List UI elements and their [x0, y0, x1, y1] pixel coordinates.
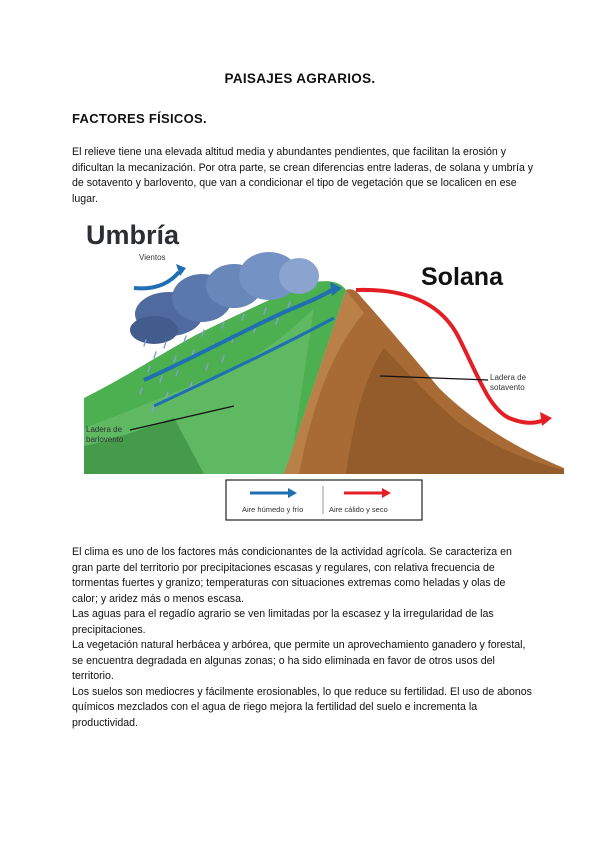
vientos-label: Vientos [139, 253, 166, 262]
legend-humid-label: Aire húmedo y frío [242, 505, 304, 514]
paragraph-clima: El clima es uno de los factores más condicionantes de la actividad agrícola. Se caracteriza en gran parte del territorio por precipitaciones escasas y regulares, con relativa frecuencia de tormentas fuertes y granizo; temperaturas con situaciones extremas como heladas y olas de calor; y aridez más o menos escasa. [72, 546, 512, 605]
paragraph-aguas: Las aguas para el regadío agrario se ven limitadas por la escasez y la irregularidad de las precipitaciones. [72, 608, 494, 636]
page-title: PAISAJES AGRARIOS. [224, 71, 376, 86]
intro-paragraph: El relieve tiene una elevada altitud media y abundantes pendientes, que facilitan la erosión y dificultan la mecanización. Por otra parte, se crean diferencias entre laderas, de solana y umbría y de sotavento y barlovento, que van a condicionar el tipo de vegetación que se localicen en ese lugar. [72, 146, 534, 205]
barlovento-label-1: Ladera de [86, 425, 123, 434]
legend [226, 480, 422, 520]
body-text [72, 545, 534, 731]
barlovento-label-2: barlovento [86, 435, 124, 444]
vientos-arrow [134, 272, 179, 288]
section-heading: FACTORES FÍSICOS. [72, 111, 207, 126]
umbria-label: Umbría [86, 220, 180, 250]
solana-label: Solana [421, 263, 503, 291]
paragraph-vegetacion: La vegetación natural herbácea y arbórea, que permite un aprovechamiento ganadero y forestal, se encuentra degradada en algunas zonas; o ha sido eliminada en favor de otros usos del territorio. [72, 639, 526, 682]
sotavento-label-2: sotavento [490, 383, 525, 392]
sotavento-label-1: Ladera de [490, 373, 527, 382]
paragraph-suelos: Los suelos son mediocres y fácilmente erosionables, lo que reduce su fertilidad. El uso de abonos químicos mezclados con el agua de riego mejora la fertilidad del suelo e incrementa la productividad. [72, 685, 532, 729]
slope-diagram [84, 218, 564, 526]
legend-warm-label: Aire cálido y seco [329, 505, 388, 514]
